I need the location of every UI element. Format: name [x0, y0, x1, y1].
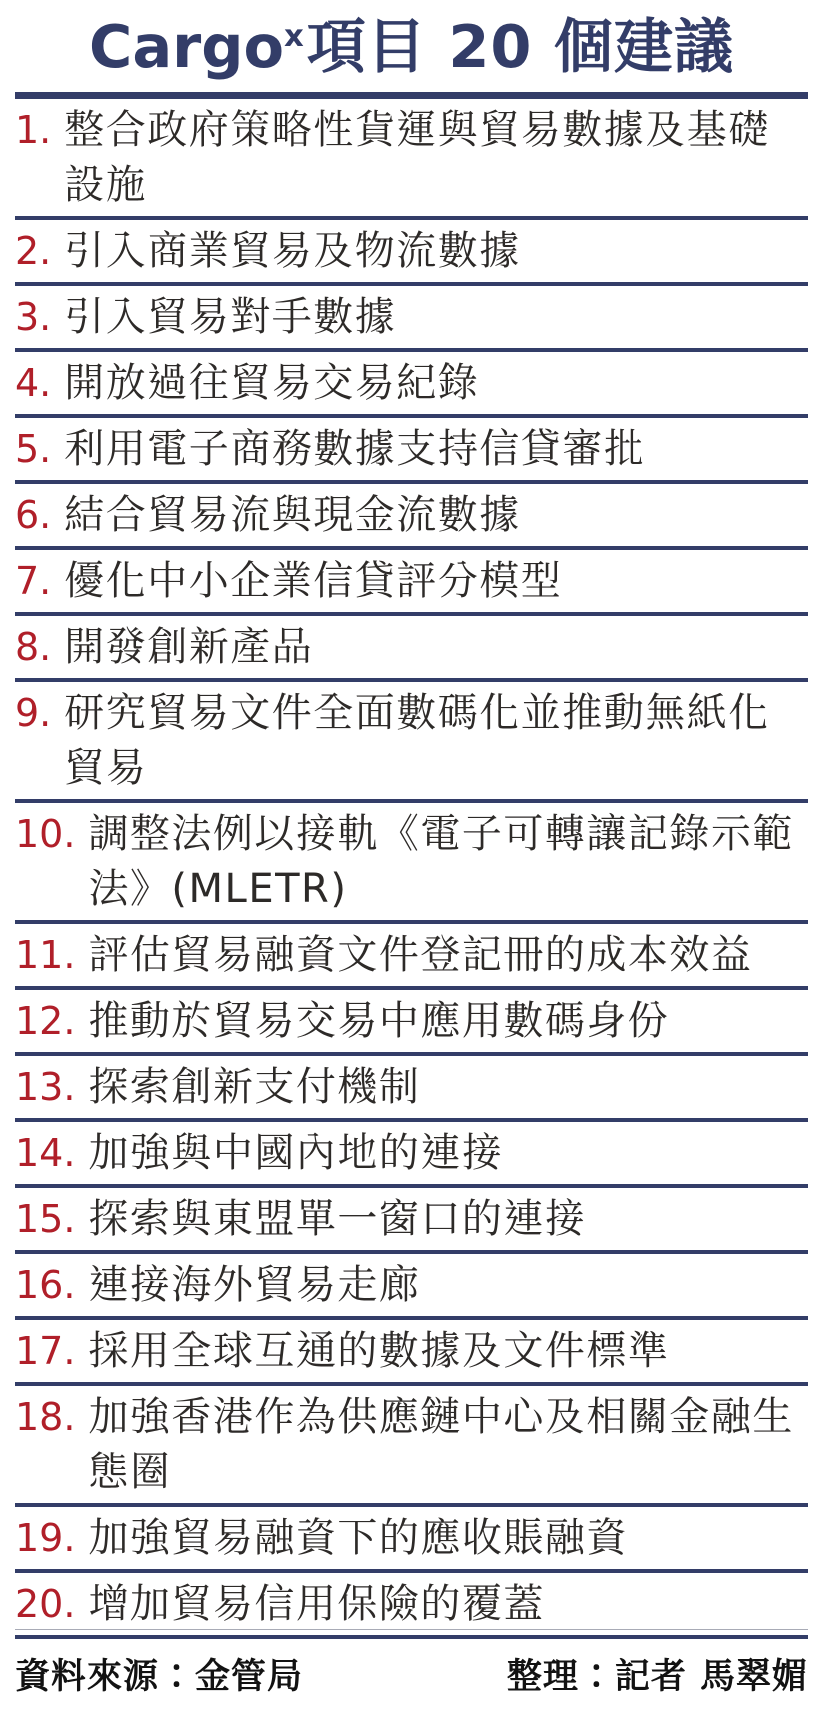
source-label: 資料來源：金管局	[15, 1656, 304, 1697]
item-text: 結合貿易流與現金流數據	[64, 492, 521, 538]
list-item	[15, 616, 808, 682]
item-number: 19.	[15, 1516, 76, 1560]
item-text: 研究貿易文件全面數碼化並推動無紙化貿易	[64, 690, 770, 791]
list-item	[15, 1056, 808, 1122]
item-number: 14.	[15, 1131, 76, 1175]
header	[15, 0, 808, 99]
list-item	[15, 1320, 808, 1386]
credit-label: 整理：記者 馬翠媚	[506, 1656, 808, 1697]
item-number: 3.	[15, 295, 52, 339]
item-text: 調整法例以接軌《電子可轉讓記錄示範法》(MLETR)	[88, 811, 794, 912]
item-number: 16.	[15, 1263, 76, 1307]
item-text: 加強與中國內地的連接	[88, 1130, 504, 1176]
item-text: 整合政府策略性貨運與貿易數據及基礎設施	[64, 107, 770, 208]
list-item	[15, 1188, 808, 1254]
item-number: 17.	[15, 1329, 76, 1373]
list-item	[15, 418, 808, 484]
list-item	[15, 352, 808, 418]
title-brand: Cargo	[89, 12, 284, 81]
item-text: 採用全球互通的數據及文件標準	[88, 1328, 670, 1374]
item-number: 1.	[15, 108, 52, 152]
item-text: 開放過往貿易交易紀錄	[64, 360, 480, 406]
title-divider	[15, 92, 808, 99]
list-item	[15, 803, 808, 924]
title-rest: 項目 20 個建議	[306, 12, 734, 81]
recommendation-list	[15, 99, 808, 1639]
list-item	[15, 682, 808, 803]
list-item	[15, 990, 808, 1056]
item-text: 評估貿易融資文件登記冊的成本效益	[88, 932, 753, 978]
item-text: 探索與東盟單一窗口的連接	[88, 1196, 587, 1242]
item-number: 18.	[15, 1395, 76, 1439]
list-item	[15, 1386, 808, 1507]
list-item	[15, 286, 808, 352]
item-number: 13.	[15, 1065, 76, 1109]
list-item	[15, 1507, 808, 1573]
list-item	[15, 1122, 808, 1188]
item-text: 引入貿易對手數據	[64, 294, 397, 340]
item-number: 10.	[15, 812, 76, 856]
item-number: 9.	[15, 691, 52, 735]
list-item	[15, 1573, 808, 1639]
list-item	[15, 924, 808, 990]
item-number: 8.	[15, 625, 52, 669]
footer	[15, 1639, 808, 1709]
page-title	[15, 6, 808, 88]
item-number: 15.	[15, 1197, 76, 1241]
item-text: 加強貿易融資下的應收賬融資	[88, 1515, 628, 1561]
title-superscript: x	[284, 19, 305, 55]
item-number: 20.	[15, 1582, 76, 1626]
item-number: 12.	[15, 999, 76, 1043]
item-text: 優化中小企業信貸評分模型	[64, 558, 563, 604]
item-text: 推動於貿易交易中應用數碼身份	[88, 998, 670, 1044]
item-text: 開發創新產品	[64, 624, 314, 670]
list-item	[15, 484, 808, 550]
item-text: 利用電子商務數據支持信貸審批	[64, 426, 646, 472]
item-text: 加強香港作為供應鏈中心及相關金融生態圈	[88, 1394, 794, 1495]
list-item	[15, 220, 808, 286]
item-text: 引入商業貿易及物流數據	[64, 228, 521, 274]
list-item	[15, 1254, 808, 1320]
item-number: 11.	[15, 933, 76, 977]
item-number: 2.	[15, 229, 52, 273]
item-number: 4.	[15, 361, 52, 405]
item-text: 連接海外貿易走廊	[88, 1262, 421, 1308]
list-item	[15, 550, 808, 616]
item-number: 5.	[15, 427, 52, 471]
list-item	[15, 99, 808, 220]
item-text: 探索創新支付機制	[88, 1064, 421, 1110]
item-text: 增加貿易信用保險的覆蓋	[88, 1581, 545, 1627]
item-number: 7.	[15, 559, 52, 603]
item-number: 6.	[15, 493, 52, 537]
